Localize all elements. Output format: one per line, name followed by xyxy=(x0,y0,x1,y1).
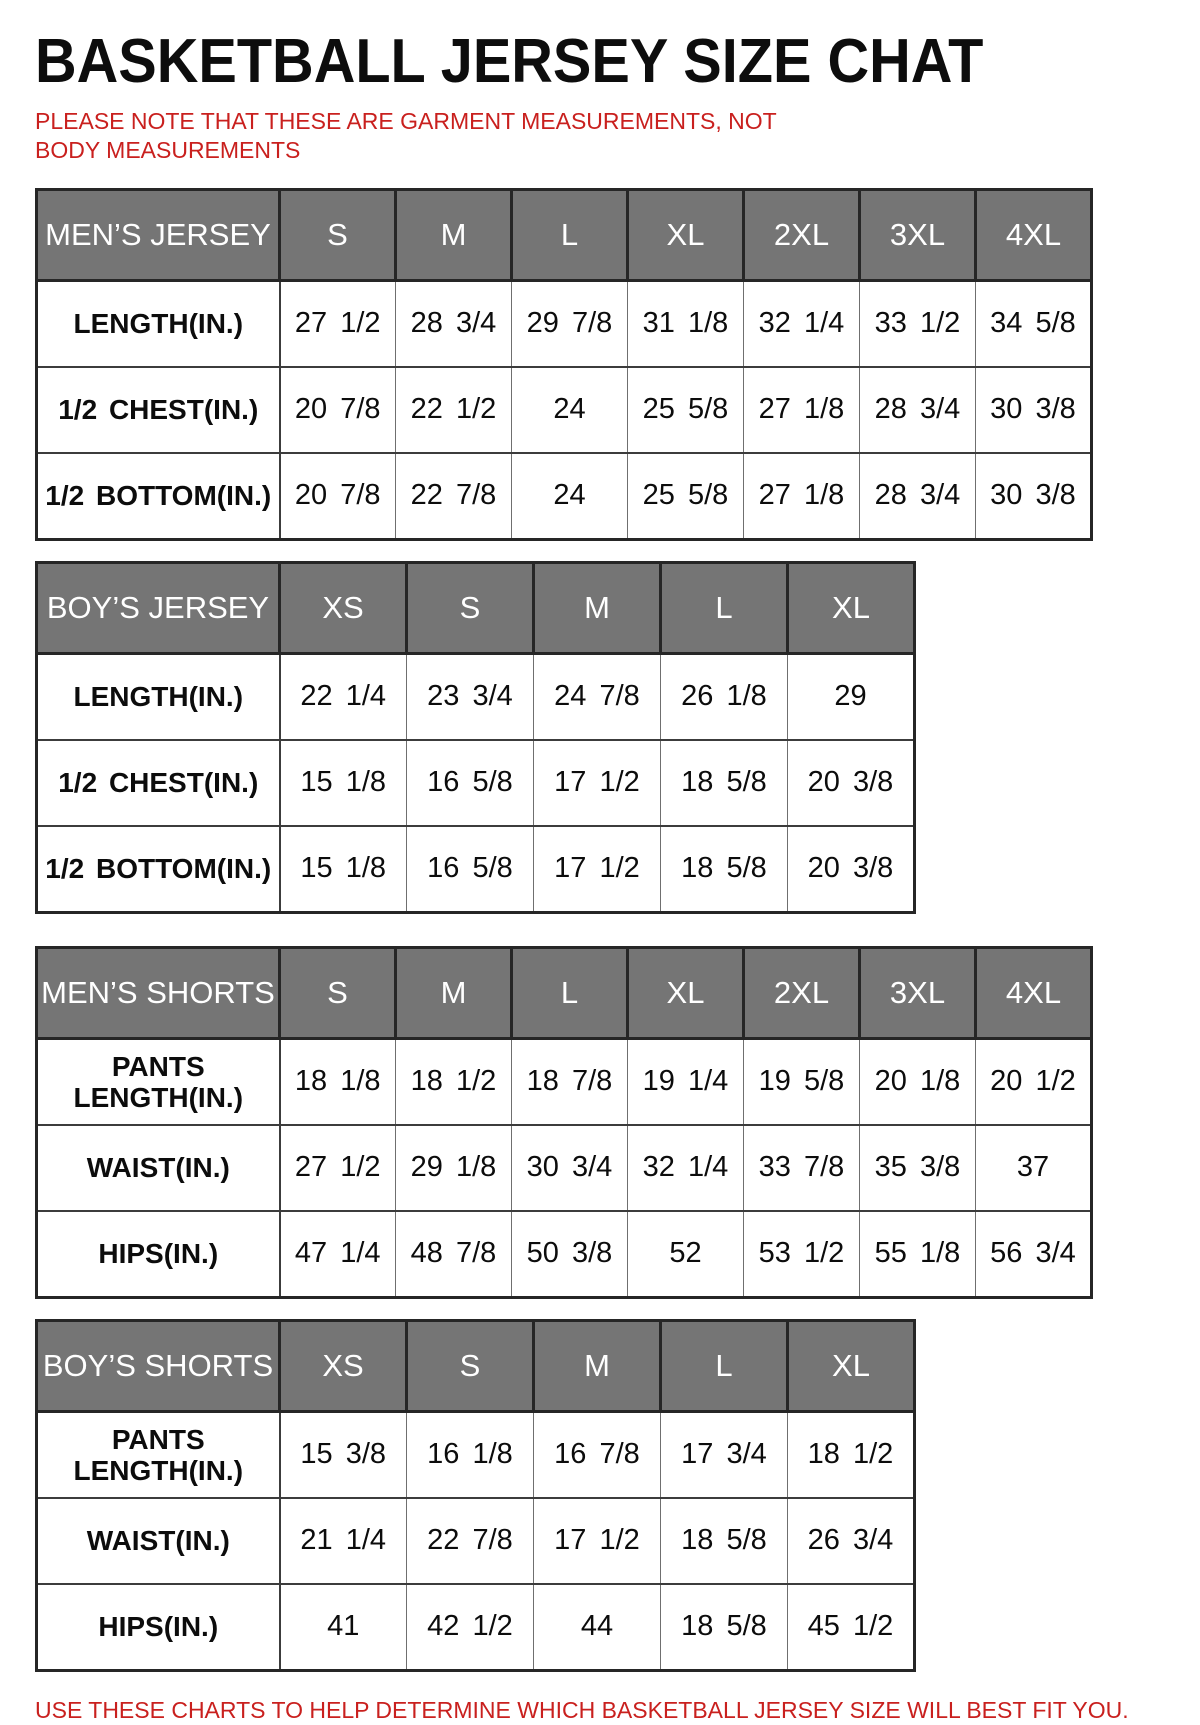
size-value: 55 1/8 xyxy=(860,1211,976,1298)
size-value: 15 3/8 xyxy=(280,1411,407,1498)
size-value: 24 xyxy=(512,453,628,540)
size-value: 15 1/8 xyxy=(280,740,407,826)
boys-jersey-header: BOY’S JERSEY xyxy=(37,562,280,653)
size-value: 23 3/4 xyxy=(407,653,534,740)
size-value: 18 5/8 xyxy=(661,826,788,913)
row-label: HIPS(IN.) xyxy=(37,1211,280,1298)
size-column-header: XL xyxy=(788,562,915,653)
size-value: 30 3/4 xyxy=(512,1125,628,1211)
size-value: 22 7/8 xyxy=(396,453,512,540)
size-column-header: S xyxy=(407,562,534,653)
size-value: 30 3/8 xyxy=(976,367,1092,453)
size-value: 24 xyxy=(512,367,628,453)
size-value: 17 1/2 xyxy=(534,826,661,913)
size-column-header: L xyxy=(661,1320,788,1411)
size-value: 27 1/2 xyxy=(280,280,396,367)
size-value: 42 1/2 xyxy=(407,1584,534,1671)
mens-shorts-header: MEN’S SHORTS xyxy=(37,947,280,1038)
table-row xyxy=(37,1038,1092,1125)
size-value: 29 1/8 xyxy=(396,1125,512,1211)
size-value: 20 3/8 xyxy=(788,826,915,913)
table-row xyxy=(37,1584,915,1671)
size-value: 18 1/8 xyxy=(280,1038,396,1125)
size-column-header: 2XL xyxy=(744,189,860,280)
size-value: 27 1/8 xyxy=(744,453,860,540)
size-value: 44 xyxy=(534,1584,661,1671)
row-label: 1/2 BOTTOM(IN.) xyxy=(37,826,280,913)
size-value: 33 1/2 xyxy=(860,280,976,367)
size-value: 32 1/4 xyxy=(744,280,860,367)
size-column-header: L xyxy=(512,189,628,280)
size-column-header: XL xyxy=(628,947,744,1038)
size-value: 28 3/4 xyxy=(396,280,512,367)
boys-shorts-header: BOY’S SHORTS xyxy=(37,1320,280,1411)
size-value: 26 1/8 xyxy=(661,653,788,740)
table-row xyxy=(37,826,915,913)
size-value: 17 3/4 xyxy=(661,1411,788,1498)
size-column-header: XL xyxy=(628,189,744,280)
size-column-header: L xyxy=(661,562,788,653)
size-value: 16 1/8 xyxy=(407,1411,534,1498)
size-column-header: S xyxy=(407,1320,534,1411)
table-row xyxy=(37,653,915,740)
mens-shorts-table xyxy=(35,946,1093,1299)
size-column-header: 4XL xyxy=(976,947,1092,1038)
size-value: 18 7/8 xyxy=(512,1038,628,1125)
size-column-header: S xyxy=(280,189,396,280)
size-value: 30 3/8 xyxy=(976,453,1092,540)
size-column-header: M xyxy=(396,947,512,1038)
size-column-header: XS xyxy=(280,562,407,653)
size-value: 20 1/8 xyxy=(860,1038,976,1125)
size-value: 18 5/8 xyxy=(661,1584,788,1671)
size-value: 16 7/8 xyxy=(534,1411,661,1498)
size-column-header: 2XL xyxy=(744,947,860,1038)
size-value: 15 1/8 xyxy=(280,826,407,913)
size-value: 19 5/8 xyxy=(744,1038,860,1125)
size-column-header: L xyxy=(512,947,628,1038)
size-value: 24 7/8 xyxy=(534,653,661,740)
size-value: 20 7/8 xyxy=(280,453,396,540)
mens-jersey-table xyxy=(35,188,1093,541)
size-value: 18 5/8 xyxy=(661,740,788,826)
size-column-header: XL xyxy=(788,1320,915,1411)
size-column-header: M xyxy=(534,1320,661,1411)
size-value: 37 xyxy=(976,1125,1092,1211)
size-value: 48 7/8 xyxy=(396,1211,512,1298)
size-value: 20 7/8 xyxy=(280,367,396,453)
size-value: 22 1/4 xyxy=(280,653,407,740)
table-row xyxy=(37,367,1092,453)
row-label: 1/2 CHEST(IN.) xyxy=(37,367,280,453)
size-value: 28 3/4 xyxy=(860,367,976,453)
size-value: 20 3/8 xyxy=(788,740,915,826)
size-value: 50 3/8 xyxy=(512,1211,628,1298)
table-row xyxy=(37,453,1092,540)
boys-jersey-table xyxy=(35,561,916,914)
size-column-header: M xyxy=(534,562,661,653)
table-row xyxy=(37,1411,915,1498)
row-label: LENGTH(IN.) xyxy=(37,653,280,740)
size-value: 52 xyxy=(628,1211,744,1298)
row-label: PANTS LENGTH(IN.) xyxy=(37,1038,280,1125)
size-value: 16 5/8 xyxy=(407,826,534,913)
size-value: 18 5/8 xyxy=(661,1498,788,1584)
garment-measurement-note: PLEASE NOTE THAT THESE ARE GARMENT MEASUREMENTS, NOT BODY MEASUREMENTS xyxy=(35,108,777,164)
size-value: 21 1/4 xyxy=(280,1498,407,1584)
size-value: 27 1/2 xyxy=(280,1125,396,1211)
size-value: 17 1/2 xyxy=(534,1498,661,1584)
size-value: 41 xyxy=(280,1584,407,1671)
mens-jersey-header: MEN’S JERSEY xyxy=(37,189,280,280)
size-column-header: XS xyxy=(280,1320,407,1411)
size-column-header: 3XL xyxy=(860,189,976,280)
row-label: WAIST(IN.) xyxy=(37,1125,280,1211)
row-label: 1/2 CHEST(IN.) xyxy=(37,740,280,826)
size-value: 32 1/4 xyxy=(628,1125,744,1211)
table-row xyxy=(37,740,915,826)
size-column-header: 4XL xyxy=(976,189,1092,280)
size-value: 31 1/8 xyxy=(628,280,744,367)
size-value: 35 3/8 xyxy=(860,1125,976,1211)
size-value: 28 3/4 xyxy=(860,453,976,540)
table-row xyxy=(37,280,1092,367)
size-value: 26 3/4 xyxy=(788,1498,915,1584)
table-row xyxy=(37,1498,915,1584)
size-value: 53 1/2 xyxy=(744,1211,860,1298)
size-value: 27 1/8 xyxy=(744,367,860,453)
table-row xyxy=(37,1211,1092,1298)
size-value: 22 1/2 xyxy=(396,367,512,453)
row-label: LENGTH(IN.) xyxy=(37,280,280,367)
fit-advice-note: USE THESE CHARTS TO HELP DETERMINE WHICH BASKETBALL JERSEY SIZE WILL BEST FIT YOU. xyxy=(35,1696,1129,1723)
size-value: 56 3/4 xyxy=(976,1211,1092,1298)
page-title: BASKETBALL JERSEY SIZE CHAT xyxy=(35,27,984,96)
size-value: 17 1/2 xyxy=(534,740,661,826)
row-label: HIPS(IN.) xyxy=(37,1584,280,1671)
size-value: 29 xyxy=(788,653,915,740)
size-value: 22 7/8 xyxy=(407,1498,534,1584)
size-value: 25 5/8 xyxy=(628,367,744,453)
row-label: 1/2 BOTTOM(IN.) xyxy=(37,453,280,540)
size-value: 34 5/8 xyxy=(976,280,1092,367)
row-label: PANTS LENGTH(IN.) xyxy=(37,1411,280,1498)
size-column-header: 3XL xyxy=(860,947,976,1038)
size-value: 20 1/2 xyxy=(976,1038,1092,1125)
size-value: 16 5/8 xyxy=(407,740,534,826)
size-value: 18 1/2 xyxy=(396,1038,512,1125)
row-label: WAIST(IN.) xyxy=(37,1498,280,1584)
size-column-header: M xyxy=(396,189,512,280)
size-value: 33 7/8 xyxy=(744,1125,860,1211)
size-value: 19 1/4 xyxy=(628,1038,744,1125)
size-value: 29 7/8 xyxy=(512,280,628,367)
size-value: 47 1/4 xyxy=(280,1211,396,1298)
table-row xyxy=(37,1125,1092,1211)
boys-shorts-table xyxy=(35,1319,916,1672)
size-value: 45 1/2 xyxy=(788,1584,915,1671)
size-column-header: S xyxy=(280,947,396,1038)
size-value: 18 1/2 xyxy=(788,1411,915,1498)
size-value: 25 5/8 xyxy=(628,453,744,540)
